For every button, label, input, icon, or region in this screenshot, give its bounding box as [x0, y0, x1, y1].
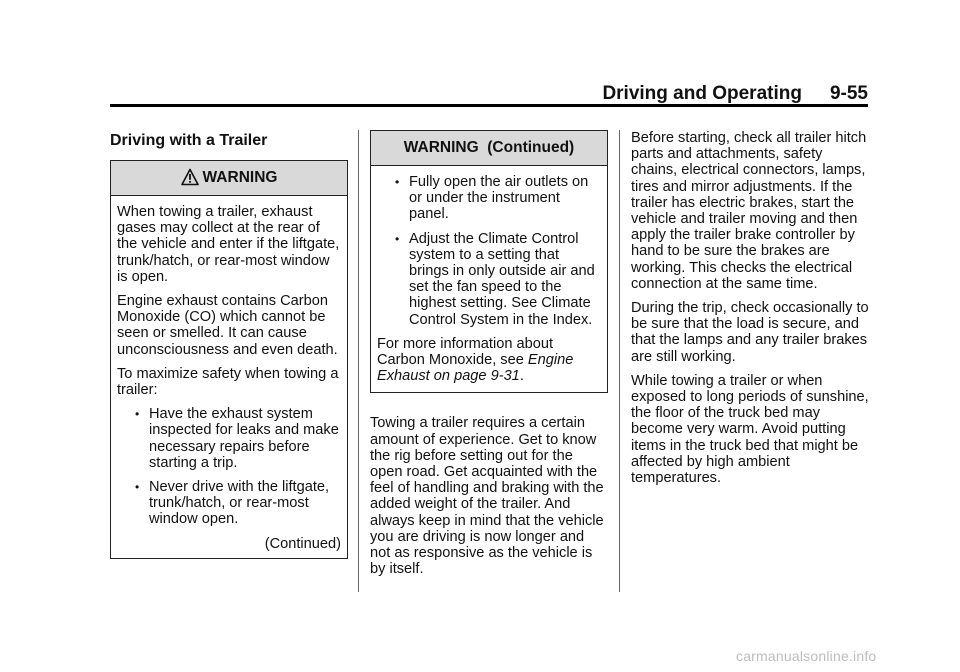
column-divider	[619, 130, 620, 592]
warning-header	[111, 161, 347, 196]
page-number: 9-55	[829, 83, 868, 104]
more-info-paragraph: For more information about Carbon Monoxide, see Engine Exhaust on page 9-31.	[377, 335, 574, 385]
bullet-icon: •	[395, 231, 400, 246]
list-item: • Have the exhaust system inspected for leaks and make necessary repairs before starting a trip.	[135, 406, 339, 471]
list-item: • Never drive with the liftgate, trunk/hatch, or rear-most window open.	[135, 479, 330, 528]
list-item: • Adjust the Climate Control system to a setting that brings in only outside air and set the fan speed to the highest setting. See Climate Control System in the Index.	[395, 230, 595, 328]
warning-bullet-list	[377, 174, 601, 328]
watermark: carmanualsonline.info	[736, 648, 877, 664]
column-divider	[358, 130, 359, 592]
body-paragraph: Towing a trailer requires a certain amount of experience. Get to know the rig before setting out for the open road. Get acquainted with the feel of handling and braking with the added weight of the trailer. And always keep in mind that the vehicle you are driving is now longer and not as responsive as the vehicle is by itself.	[370, 415, 604, 578]
continued-label: (Continued)	[264, 535, 341, 552]
column-3	[631, 130, 871, 494]
warning-paragraph: Engine exhaust contains Carbon Monoxide (CO) which cannot be seen or smelled. It can cause unconsciousness and even death.	[117, 293, 338, 358]
column-1	[110, 130, 348, 559]
cross-reference-link[interactable]: Engine Exhaust on page 9-31	[377, 352, 574, 385]
warning-body	[111, 196, 347, 558]
bullet-icon: •	[135, 407, 140, 422]
warning-triangle-icon	[181, 165, 199, 199]
list-item: • Fully open the air outlets on or under the instrument panel.	[395, 174, 589, 223]
warning-title: WARNING	[202, 169, 278, 186]
body-paragraph: Before starting, check all trailer hitch parts and attachments, safety chains, electrical connectors, lamps, tires and mirror adjustments. If the trailer has electric brakes, start the vehicle and trailer moving and then apply the trailer brake controller by hand to be sure the brakes are working. This checks the electrical connection at the same time.	[631, 130, 867, 292]
warning-box	[110, 160, 348, 559]
warning-box-continued	[370, 130, 608, 393]
page-header	[110, 84, 868, 104]
bullet-icon: •	[395, 175, 400, 189]
header-rule	[110, 104, 868, 107]
warning-paragraph: When towing a trailer, exhaust gases may collect at the rear of the vehicle and enter if the liftgate, trunk/hatch, or rear-most window is open.	[117, 204, 340, 285]
column-2	[370, 130, 608, 585]
bullet-icon: •	[135, 480, 140, 495]
warning-bullet-list	[117, 406, 341, 527]
warning-header: WARNING (Continued)	[371, 131, 607, 166]
body-paragraph: During the trip, check occasionally to be sure that the load is secure, and that the lamps and any trailer brakes are still working.	[631, 300, 869, 365]
section-title: Driving and Operating	[602, 83, 802, 104]
warning-body	[371, 166, 607, 392]
section-heading: Driving with a Trailer	[110, 132, 268, 149]
warning-paragraph: To maximize safety when towing a trailer:	[117, 365, 339, 399]
body-paragraph: While towing a trailer or when exposed to long periods of sunshine, the floor of the truck bed may become very warm. Avoid putting items in the truck bed that might be affected by high ambient temperatures.	[631, 372, 869, 487]
